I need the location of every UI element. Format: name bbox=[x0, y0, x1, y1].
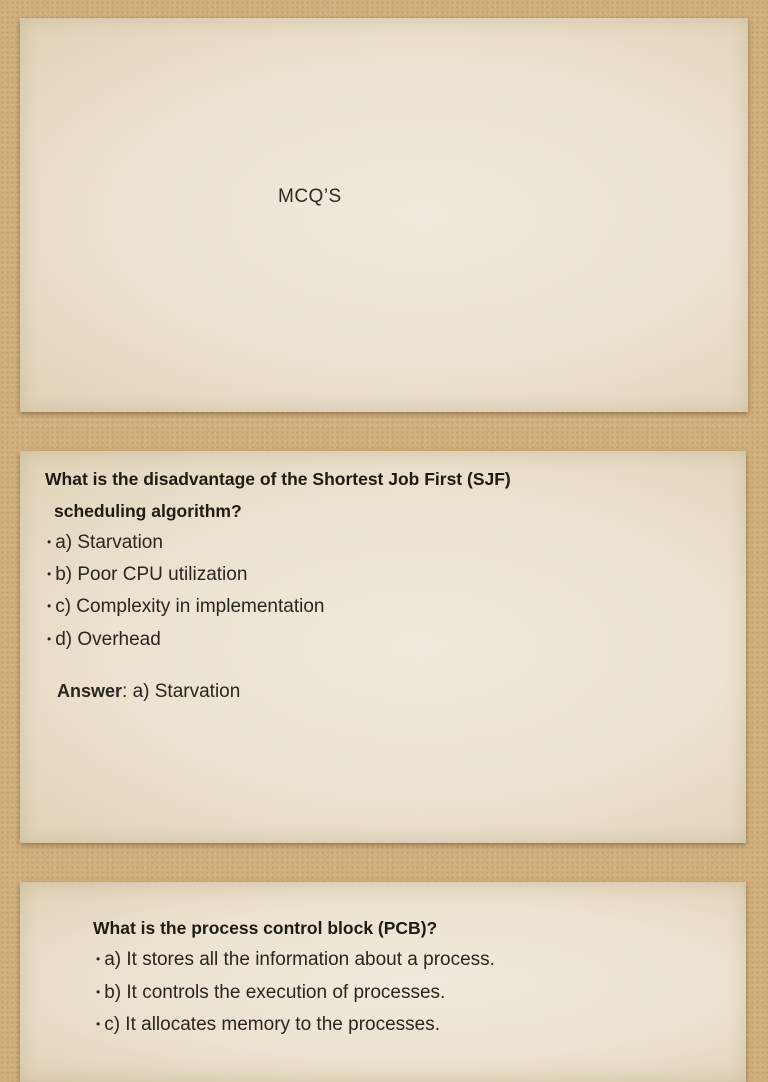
option-c: • c) Complexity in implementation bbox=[47, 596, 325, 617]
question-text-line2: scheduling algorithm? bbox=[54, 501, 242, 521]
answer-line bbox=[57, 681, 240, 703]
bullet-icon: • bbox=[96, 952, 101, 966]
option-a: • a) It stores all the information about a process. bbox=[96, 949, 495, 970]
bullet-icon: • bbox=[47, 632, 52, 646]
option-c: • c) It allocates memory to the processes. bbox=[96, 1014, 440, 1035]
answer-label: Answer bbox=[57, 681, 123, 701]
option-b: • b) Poor CPU utilization bbox=[47, 564, 248, 585]
slide-question-pcb bbox=[20, 882, 746, 1082]
bullet-icon: • bbox=[96, 1017, 101, 1031]
question-text-line1: What is the disadvantage of the Shortest Job First (SJF) bbox=[45, 469, 511, 489]
option-d: • d) Overhead bbox=[47, 629, 161, 650]
slide-title: MCQ’S bbox=[278, 186, 342, 207]
bullet-icon: • bbox=[47, 567, 52, 581]
option-b: • b) It controls the execution of processes. bbox=[96, 982, 446, 1003]
bullet-icon: • bbox=[47, 599, 52, 613]
bullet-icon: • bbox=[47, 535, 52, 549]
slide-mcqs-title bbox=[20, 18, 748, 412]
slide-question-sjf bbox=[20, 451, 746, 843]
question-text: What is the process control block (PCB)? bbox=[93, 918, 438, 938]
bullet-icon: • bbox=[96, 985, 101, 999]
answer-value: : a) Starvation bbox=[122, 681, 241, 702]
option-a: • a) Starvation bbox=[47, 532, 163, 553]
